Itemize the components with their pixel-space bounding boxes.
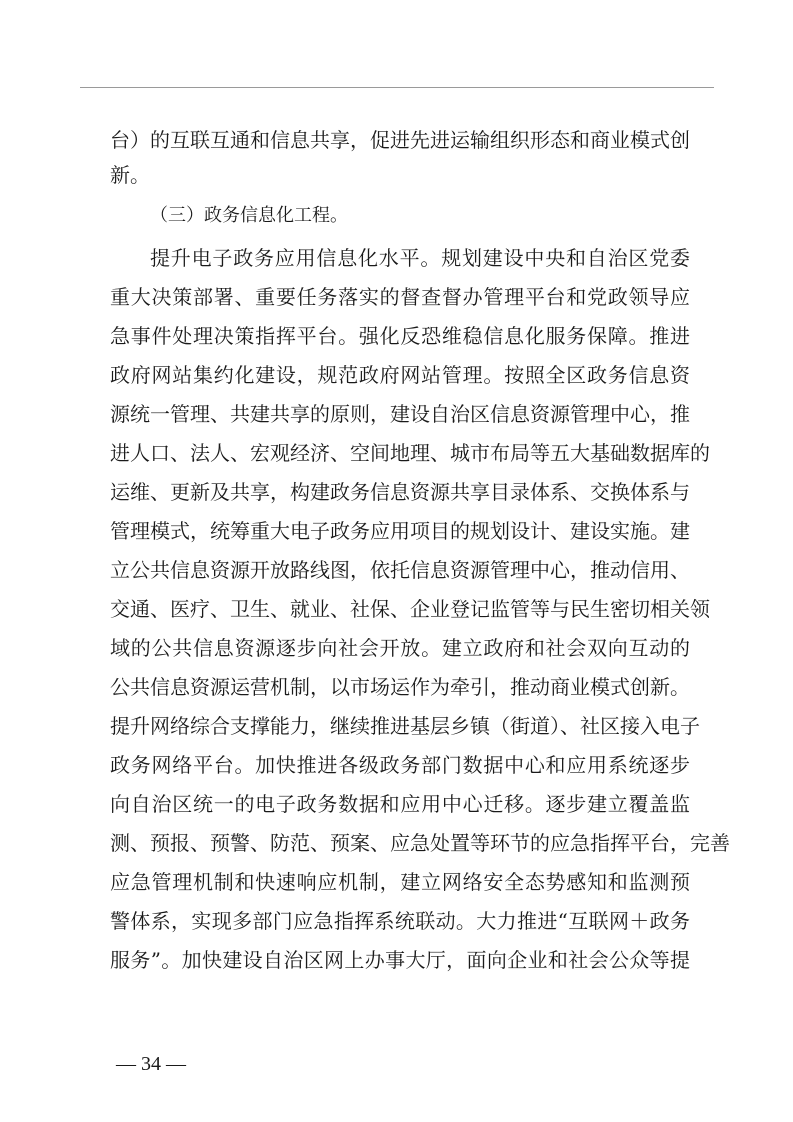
text-line: 新。 [110, 163, 150, 187]
section-heading: （三）政务信息化工程。 [150, 205, 348, 226]
text-line: 立公共信息资源开放路线图，依托信息资源管理中心，推动信用、 [110, 558, 690, 582]
text-line: 源统一管理、共建共享的原则，建设自治区信息资源管理中心，推 [110, 402, 690, 426]
text-line: 管理模式，统筹重大电子政务应用项目的规划设计、建设实施。建 [110, 519, 690, 543]
text-line: 警体系，实现多部门应急指挥系统联动。大力推进“互联网＋政务 [110, 909, 690, 933]
text-line: 提升网络综合支撑能力，继续推进基层乡镇（街道）、社区接入电子 [110, 714, 700, 738]
text-line: 服务”。加快建设自治区网上办事大厅，面向企业和社会公众等提 [110, 948, 690, 972]
text-line: 测、预报、预警、防范、预案、应急处置等环节的应急指挥平台，完善 [110, 831, 730, 855]
text-line: 重大决策部署、重要任务落实的督查督办管理平台和党政领导应 [110, 285, 690, 309]
text-line: 向自治区统一的电子政务数据和应用中心迁移。逐步建立覆盖监 [110, 792, 690, 816]
page-number: — 34 — [116, 1053, 186, 1075]
text-line: 政府网站集约化建设，规范政府网站管理。按照全区政务信息资 [110, 363, 690, 387]
text-line: 公共信息资源运营机制，以市场运作为牵引，推动商业模式创新。 [110, 675, 690, 699]
text-line: 域的公共信息资源逐步向社会开放。建立政府和社会双向互动的 [110, 636, 690, 660]
text-line: 交通、医疗、卫生、就业、社保、企业登记监管等与民生密切相关领 [110, 597, 710, 621]
paragraph-first-line: 提升电子政务应用信息化水平。规划建设中央和自治区党委 [150, 246, 690, 270]
text-line: 进人口、法人、宏观经济、空间地理、城市布局等五大基础数据库的 [110, 441, 710, 465]
text-line: 急事件处理决策指挥平台。强化反恐维稳信息化服务保障。推进 [110, 324, 690, 348]
text-line: 运维、更新及共享，构建政务信息资源共享目录体系、交换体系与 [110, 480, 690, 504]
header-rule [80, 87, 714, 88]
text-line: 应急管理机制和快速响应机制，建立网络安全态势感知和监测预 [110, 870, 690, 894]
text-line: 政务网络平台。加快推进各级政务部门数据中心和应用系统逐步 [110, 753, 690, 777]
text-line: 台）的互联互通和信息共享，促进先进运输组织形态和商业模式创 [110, 128, 690, 152]
